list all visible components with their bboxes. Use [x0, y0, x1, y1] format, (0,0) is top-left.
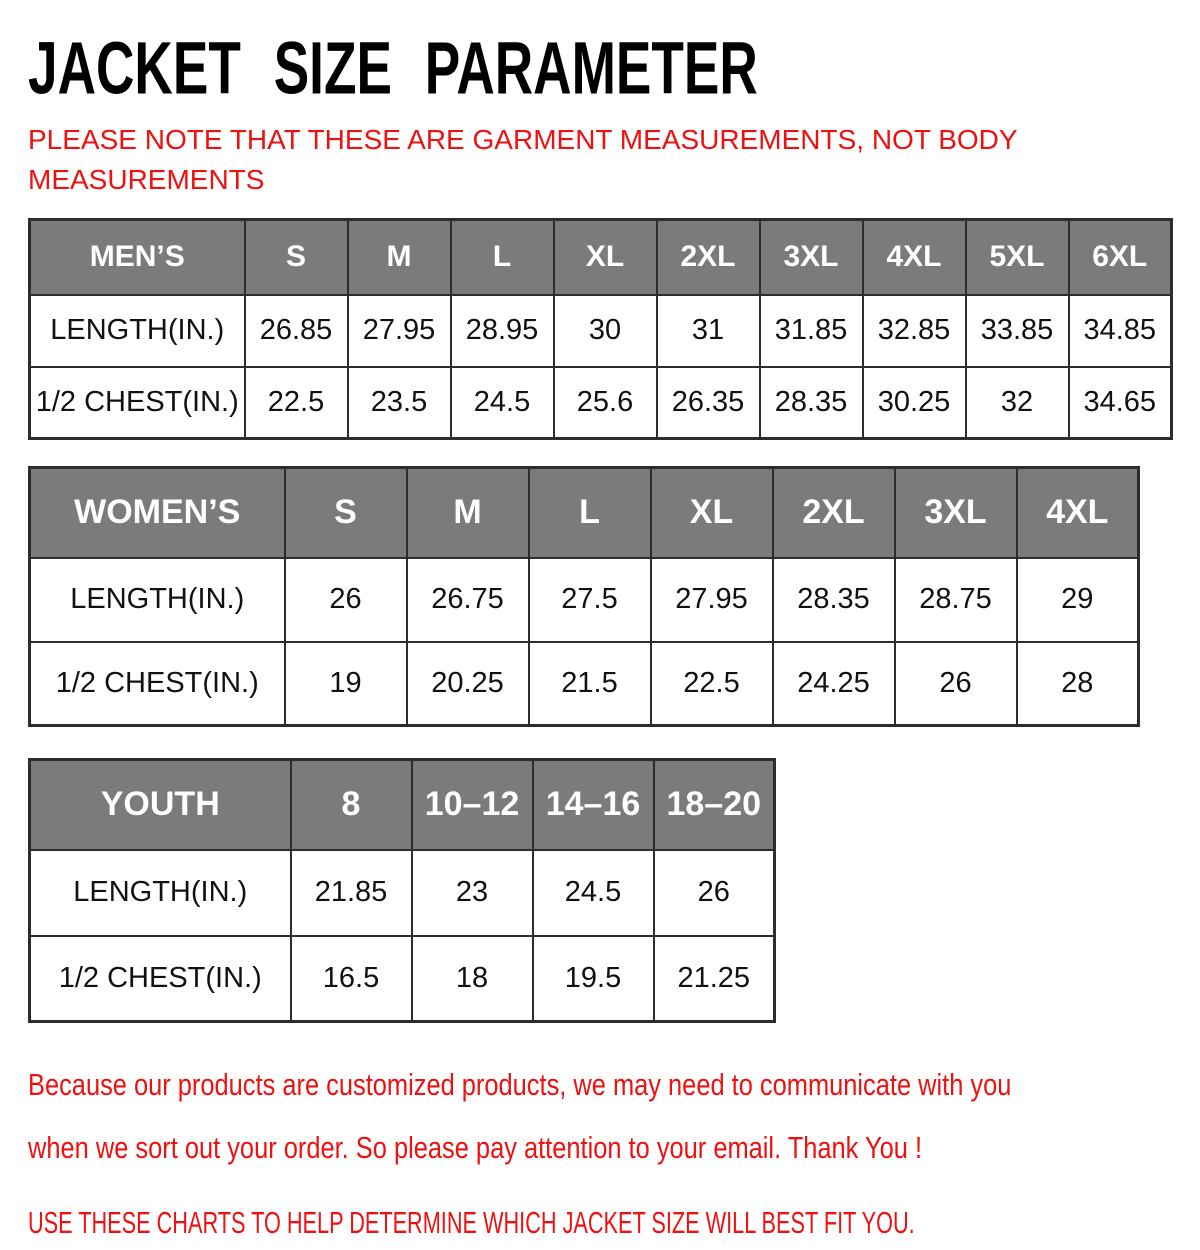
size-value-cell: 24.5 [533, 850, 654, 936]
youth-size-col: 8 [291, 760, 412, 850]
size-value-cell: 21.5 [529, 642, 651, 726]
youth-size-col: 18–20 [654, 760, 775, 850]
size-value-cell: 26.75 [407, 558, 529, 642]
row-label: 1/2 CHEST(IN.) [30, 642, 285, 726]
row-label: 1/2 CHEST(IN.) [30, 367, 245, 439]
size-value-cell: 20.25 [407, 642, 529, 726]
size-value-cell: 24.5 [451, 367, 554, 439]
mens-table-title: MEN’S [30, 220, 245, 295]
youth-size-col: 14–16 [533, 760, 654, 850]
size-value-cell: 16.5 [291, 936, 412, 1022]
size-value-cell: 26 [895, 642, 1017, 726]
youth-chest-row [30, 936, 775, 1022]
size-value-cell: 34.85 [1069, 295, 1172, 367]
size-value-cell: 19.5 [533, 936, 654, 1022]
womens-table-title: WOMEN’S [30, 468, 285, 558]
customized-products-note [28, 1056, 1180, 1182]
size-value-cell: 28.75 [895, 558, 1017, 642]
youth-length-row [30, 850, 775, 936]
mens-size-col: 4XL [863, 220, 966, 295]
size-value-cell: 28.35 [760, 367, 863, 439]
size-value-cell: 25.6 [554, 367, 657, 439]
garment-measurement-note [28, 120, 1180, 200]
mens-size-col: 2XL [657, 220, 760, 295]
size-value-cell: 28.35 [773, 558, 895, 642]
mens-size-col: S [245, 220, 348, 295]
womens-size-col: 4XL [1017, 468, 1139, 558]
womens-size-col: S [285, 468, 407, 558]
size-value-cell: 27.5 [529, 558, 651, 642]
womens-length-row [30, 558, 1139, 642]
womens-size-col: 3XL [895, 468, 1017, 558]
size-value-cell: 27.95 [651, 558, 773, 642]
womens-header-row [30, 468, 1139, 558]
size-value-cell: 32 [966, 367, 1069, 439]
womens-chest-row [30, 642, 1139, 726]
mens-size-col: 3XL [760, 220, 863, 295]
footer-notes [28, 1056, 1180, 1250]
garment-note-line1: PLEASE NOTE THAT THESE ARE GARMENT MEASUREMENTS, NOT BODY [28, 124, 1018, 155]
mens-length-row [30, 295, 1172, 367]
size-value-cell: 28.95 [451, 295, 554, 367]
mens-header-row [30, 220, 1172, 295]
footer-note-line1-wrap [28, 1056, 1180, 1119]
womens-size-col: 2XL [773, 468, 895, 558]
size-value-cell: 24.25 [773, 642, 895, 726]
mens-size-col: 5XL [966, 220, 1069, 295]
size-value-cell: 33.85 [966, 295, 1069, 367]
use-charts-note [28, 1202, 1180, 1250]
size-value-cell: 30 [554, 295, 657, 367]
row-label: LENGTH(IN.) [30, 295, 245, 367]
womens-size-table [28, 466, 1140, 727]
size-value-cell: 18 [412, 936, 533, 1022]
mens-chest-row [30, 367, 1172, 439]
mens-size-col: 6XL [1069, 220, 1172, 295]
row-label: LENGTH(IN.) [30, 558, 285, 642]
page-title [28, 26, 1180, 114]
size-tables-container [28, 218, 1180, 1023]
row-label: 1/2 CHEST(IN.) [30, 936, 291, 1022]
size-value-cell: 31 [657, 295, 760, 367]
mens-size-col: L [451, 220, 554, 295]
size-value-cell: 26 [654, 850, 775, 936]
mens-size-col: M [348, 220, 451, 295]
size-value-cell: 32.85 [863, 295, 966, 367]
footer-note-line2: when we sort out your order. So please pay attention to your email. Thank You ! [28, 1130, 923, 1165]
size-value-cell: 23.5 [348, 367, 451, 439]
size-value-cell: 21.25 [654, 936, 775, 1022]
womens-size-col: L [529, 468, 651, 558]
size-value-cell: 21.85 [291, 850, 412, 936]
garment-note-line2: MEASUREMENTS [28, 164, 265, 195]
row-label: LENGTH(IN.) [30, 850, 291, 936]
size-value-cell: 28 [1017, 642, 1139, 726]
size-value-cell: 22.5 [245, 367, 348, 439]
youth-header-row [30, 760, 775, 850]
footer-note-line2-wrap [28, 1119, 1180, 1182]
footer-note-line1: Because our products are customized products, we may need to communicate with you [28, 1067, 1012, 1102]
womens-size-col: XL [651, 468, 773, 558]
size-value-cell: 27.95 [348, 295, 451, 367]
mens-size-col: XL [554, 220, 657, 295]
size-value-cell: 22.5 [651, 642, 773, 726]
size-value-cell: 19 [285, 642, 407, 726]
mens-size-table [28, 218, 1173, 440]
youth-size-table [28, 758, 776, 1023]
size-value-cell: 26 [285, 558, 407, 642]
size-value-cell: 29 [1017, 558, 1139, 642]
page-title-text: JACKET SIZE PARAMETER [28, 26, 758, 110]
size-value-cell: 26.85 [245, 295, 348, 367]
size-value-cell: 30.25 [863, 367, 966, 439]
use-charts-note-text: USE THESE CHARTS TO HELP DETERMINE WHICH JACKET SIZE WILL BEST FIT YOU. [28, 1205, 915, 1240]
size-value-cell: 26.35 [657, 367, 760, 439]
size-value-cell: 31.85 [760, 295, 863, 367]
size-value-cell: 23 [412, 850, 533, 936]
size-value-cell: 34.65 [1069, 367, 1172, 439]
youth-table-title: YOUTH [30, 760, 291, 850]
womens-size-col: M [407, 468, 529, 558]
youth-size-col: 10–12 [412, 760, 533, 850]
